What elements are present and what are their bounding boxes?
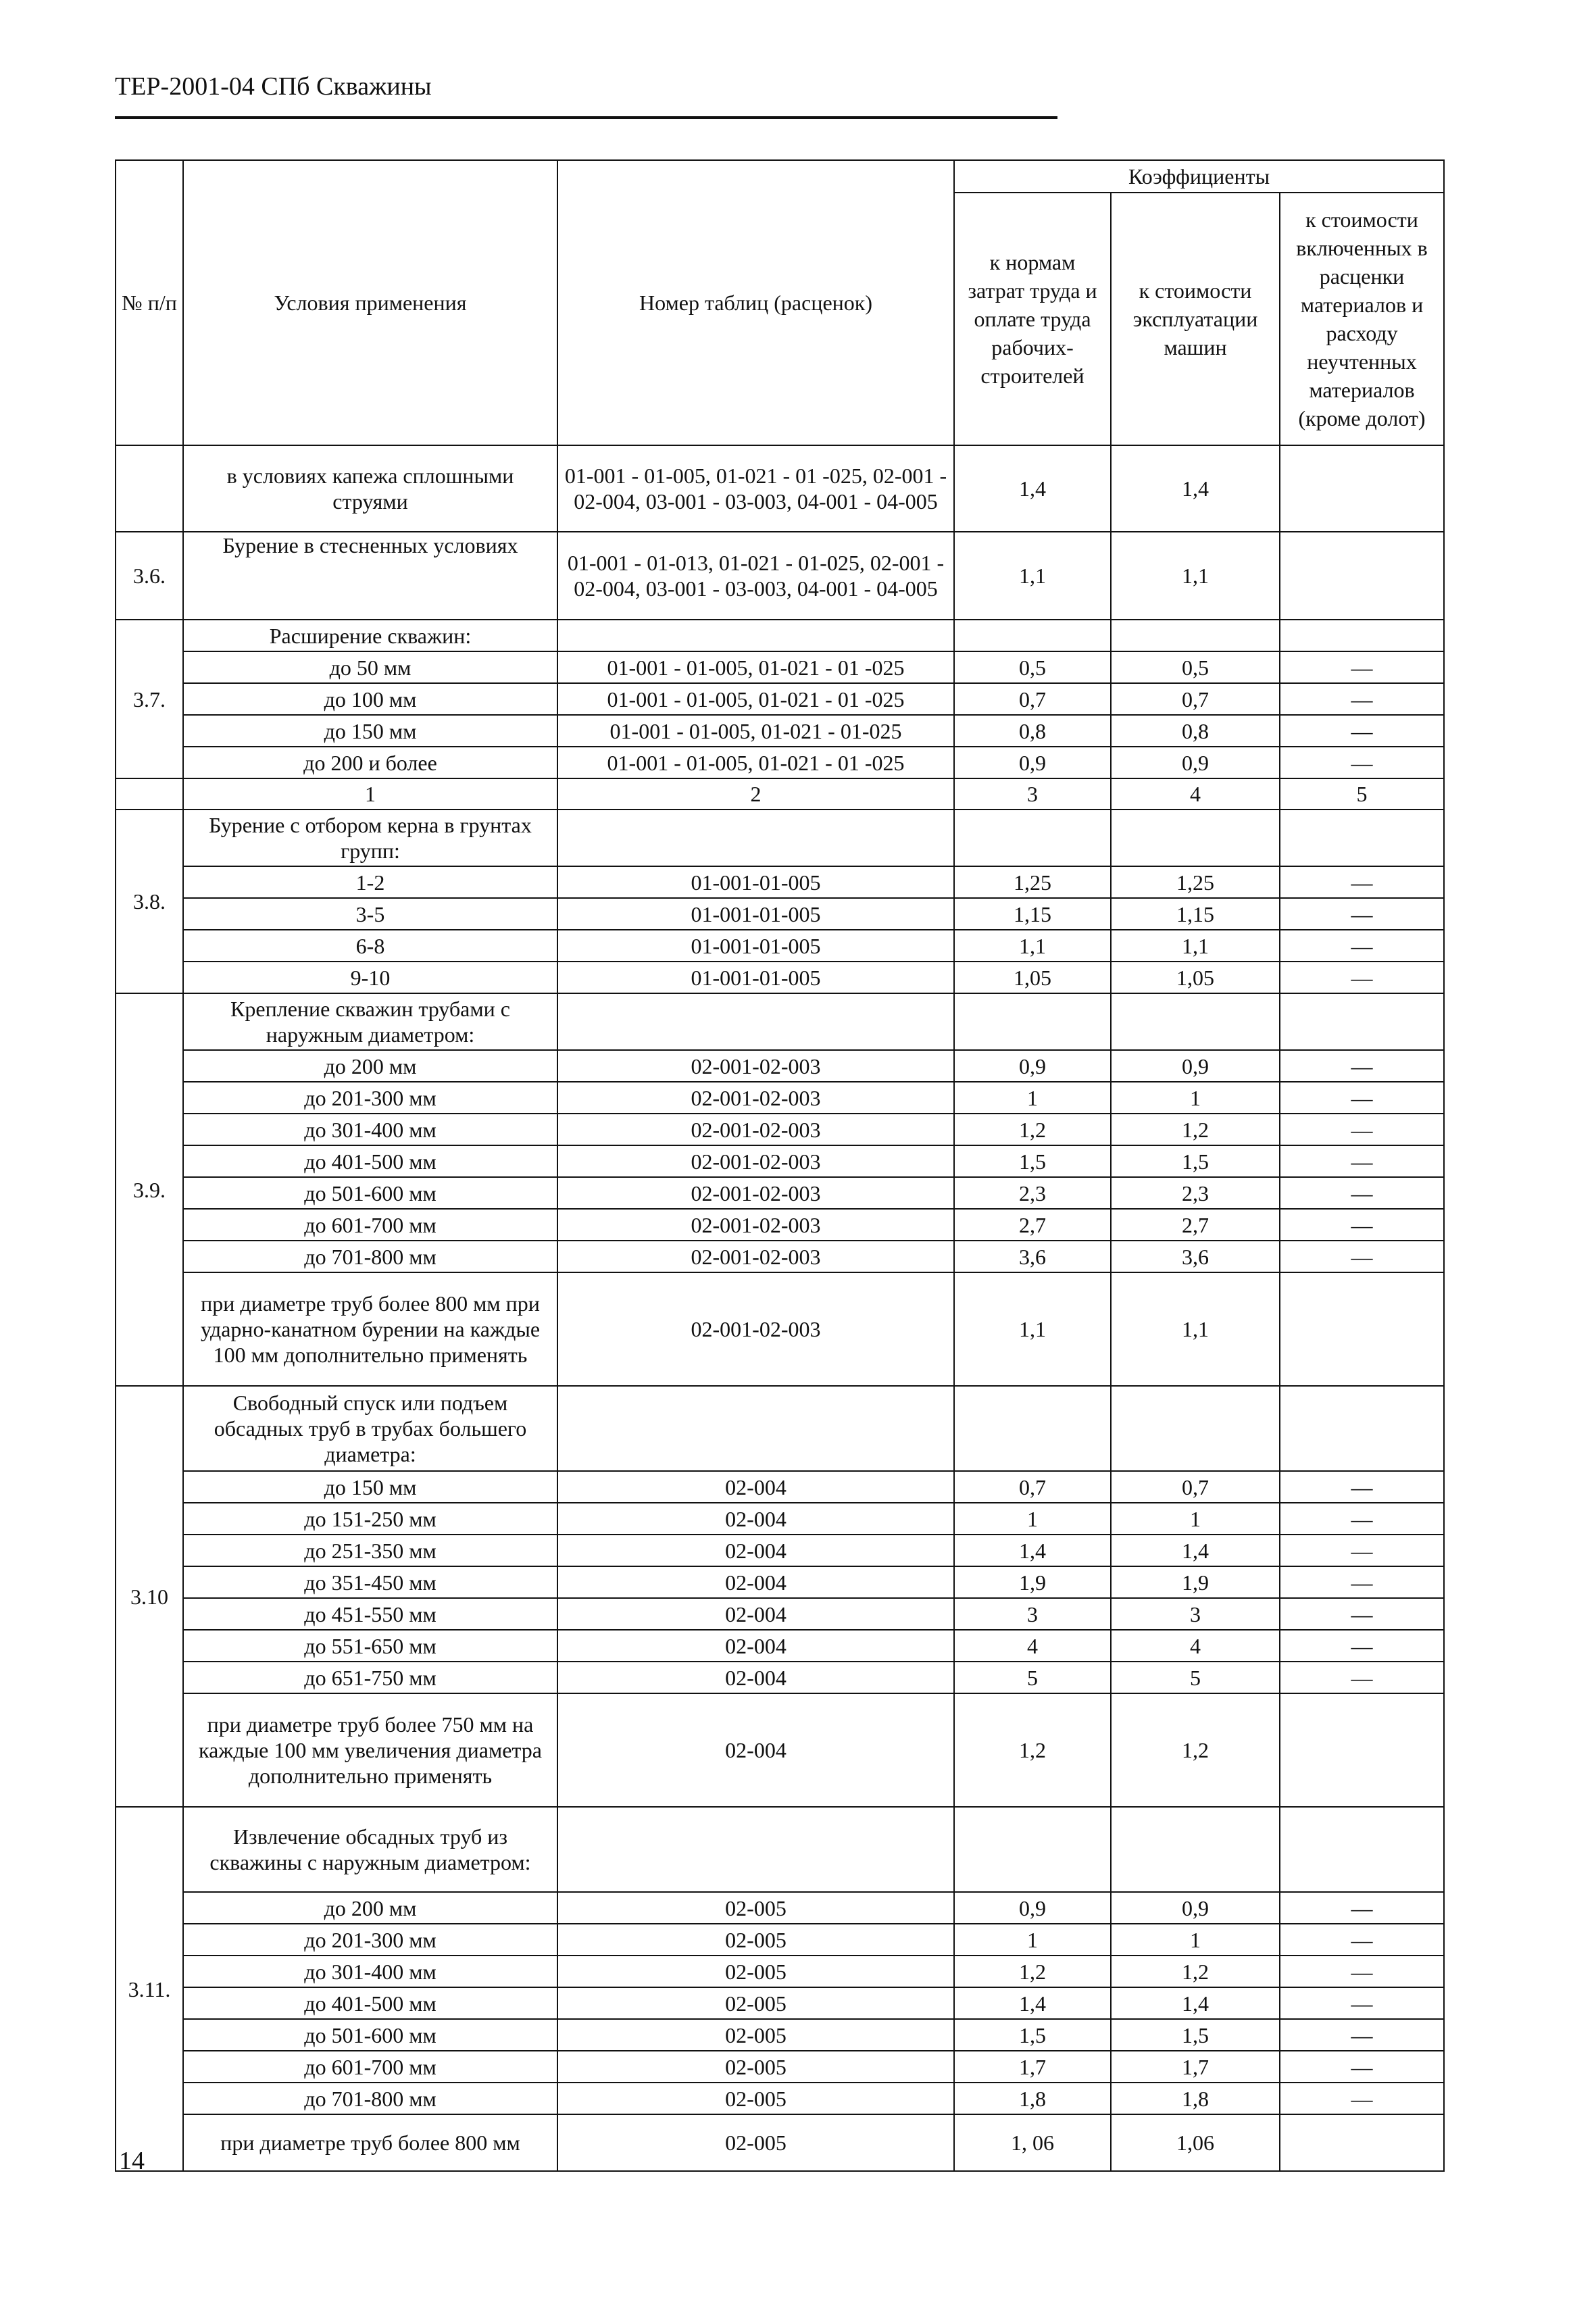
table-row-continuation [116,445,1444,532]
empty-cell [1111,620,1280,651]
row-labor: 1,8 [954,2083,1111,2114]
row-labor: 4 [954,1630,1111,1662]
row-condition: до 401-500 мм [183,1145,557,1177]
row-condition: до 100 мм [183,683,557,715]
empty-cell [557,1807,954,1892]
section-title: Извлечение обсадных труб из скважины с наружным диаметром: [183,1807,557,1892]
row-materials: — [1280,1050,1444,1082]
row-materials: — [1280,2051,1444,2083]
row-machines: 0,9 [1111,1892,1280,1924]
row-materials: — [1280,1924,1444,1956]
empty-cell [1280,993,1444,1050]
row-labor: 0,9 [954,1050,1111,1082]
table-row [116,1693,1444,1807]
column-header-num: № п/п [116,160,183,445]
row-materials: — [1280,1145,1444,1177]
row-condition: до 200 мм [183,1050,557,1082]
empty-cell [557,1386,954,1471]
row-labor: 1,4 [954,445,1111,532]
row-tables: 02-004 [557,1503,954,1535]
table-row [116,747,1444,778]
section-number: 3.8. [116,810,183,993]
row-materials: — [1280,747,1444,778]
table-row [116,1241,1444,1272]
row-tables: 01-001 - 01-005, 01-021 - 01 -025 [557,651,954,683]
column-header-tables: Номер таблиц (расценок) [557,160,954,445]
row-labor: 1 [954,1082,1111,1114]
row-condition: до 451-550 мм [183,1598,557,1630]
row-labor: 1,5 [954,2019,1111,2051]
row-materials [1280,532,1444,620]
column-header-materials: к стоимости включенных в расценки материалов и расходу неучтенных материалов (кроме долот) [1280,193,1444,445]
row-materials: — [1280,651,1444,683]
row-condition: при диаметре труб более 800 мм [183,2114,557,2171]
header-rule [115,116,1057,119]
row-labor: 1,2 [954,1956,1111,1987]
column-number-row [116,778,1444,810]
row-machines: 0,8 [1111,715,1280,747]
row-materials: — [1280,1471,1444,1503]
row-labor: 0,9 [954,1892,1111,1924]
row-labor: 1,4 [954,1987,1111,2019]
table-row [116,1892,1444,1924]
table-row [116,683,1444,715]
row-condition: до 50 мм [183,651,557,683]
row-condition: до 601-700 мм [183,2051,557,2083]
section-title: Расширение скважин: [183,620,557,651]
row-labor: 1,5 [954,1145,1111,1177]
row-condition: при диаметре труб более 750 мм на каждые 100 мм увеличения диаметра дополнительно применять [183,1693,557,1807]
table-row [116,1145,1444,1177]
row-machines: 0,7 [1111,683,1280,715]
row-condition: до 701-800 мм [183,1241,557,1272]
row-condition: 6-8 [183,930,557,962]
section-title: Свободный спуск или подъем обсадных труб в трубах большего диаметра: [183,1386,557,1471]
table-row [116,1987,1444,2019]
row-condition: при диаметре труб более 800 мм при ударно-канатном бурении на каждые 100 мм дополнительно применять [183,1272,557,1386]
row-tables: 01-001 - 01-005, 01-021 - 01 -025 [557,683,954,715]
row-machines: 5 [1111,1662,1280,1693]
section-number: 3.6. [116,532,183,620]
row-tables: 01-001-01-005 [557,898,954,930]
row-labor: 1,15 [954,898,1111,930]
row-tables: 02-005 [557,2019,954,2051]
row-labor: 0,8 [954,715,1111,747]
empty-cell [954,1807,1111,1892]
row-machines: 1,4 [1111,445,1280,532]
table-row [116,1177,1444,1209]
section-number: 3.11. [116,1807,183,2171]
row-materials [1280,1693,1444,1807]
row-condition: до 150 мм [183,1471,557,1503]
empty-cell [1111,993,1280,1050]
row-machines: 1,5 [1111,2019,1280,2051]
table-row [116,1956,1444,1987]
row-condition: до 200 и более [183,747,557,778]
table-row [116,1630,1444,1662]
row-labor: 1 [954,1503,1111,1535]
row-materials: — [1280,2019,1444,2051]
row-condition: до 200 мм [183,1892,557,1924]
row-materials: — [1280,1892,1444,1924]
row-condition: до 301-400 мм [183,1114,557,1145]
table-row [116,1598,1444,1630]
row-labor: 1, 06 [954,2114,1111,2171]
row-machines: 1,4 [1111,1535,1280,1566]
empty-cell [1280,1386,1444,1471]
row-tables: 02-004 [557,1630,954,1662]
row-labor: 1,1 [954,930,1111,962]
row-tables: 02-004 [557,1471,954,1503]
row-materials: — [1280,1241,1444,1272]
row-materials: — [1280,683,1444,715]
row-machines: 0,9 [1111,1050,1280,1082]
row-condition: до 301-400 мм [183,1956,557,1987]
table-row [116,1082,1444,1114]
row-machines: 1,8 [1111,2083,1280,2114]
row-condition: до 651-750 мм [183,1662,557,1693]
header-row-top [116,160,1444,193]
table-row [116,2051,1444,2083]
row-materials [1280,2114,1444,2171]
table-body [116,445,1444,2171]
row-materials: — [1280,1987,1444,2019]
row-materials: — [1280,1209,1444,1241]
table-row [116,866,1444,898]
row-machines: 1 [1111,1503,1280,1535]
row-machines: 3,6 [1111,1241,1280,1272]
row-tables: 02-004 [557,1693,954,1807]
row-materials: — [1280,715,1444,747]
row-machines: 1,2 [1111,1693,1280,1807]
table-row [116,1503,1444,1535]
row-materials: — [1280,1662,1444,1693]
row-labor: 2,7 [954,1209,1111,1241]
row-tables: 02-004 [557,1535,954,1566]
row-tables: 02-005 [557,1987,954,2019]
table-row [116,532,1444,620]
row-machines: 1,7 [1111,2051,1280,2083]
table-row [116,930,1444,962]
row-labor: 0,9 [954,747,1111,778]
table-row [116,2083,1444,2114]
column-header-conditions: Условия применения [183,160,557,445]
table-row [116,1924,1444,1956]
row-condition: до 150 мм [183,715,557,747]
section-header-row [116,620,1444,651]
row-materials: — [1280,1535,1444,1566]
row-tables: 02-005 [557,2114,954,2171]
row-machines: 2,3 [1111,1177,1280,1209]
table-row [116,1471,1444,1503]
row-tables: 01-001 - 01-005, 01-021 - 01 -025, 02-001 - 02-004, 03-001 - 03-003, 04-001 - 04-005 [557,445,954,532]
section-number: 3.7. [116,620,183,778]
row-tables: 01-001 - 01-005, 01-021 - 01 -025 [557,747,954,778]
column-number: 1 [183,778,557,810]
row-machines: 4 [1111,1630,1280,1662]
row-machines: 1,2 [1111,1114,1280,1145]
row-condition: до 151-250 мм [183,1503,557,1535]
empty-cell [954,620,1111,651]
table-row [116,1209,1444,1241]
row-condition: до 701-800 мм [183,2083,557,2114]
row-labor: 1 [954,1924,1111,1956]
row-condition: 3-5 [183,898,557,930]
row-condition: до 351-450 мм [183,1566,557,1598]
row-tables: 01-001 - 01-005, 01-021 - 01-025 [557,715,954,747]
row-materials: — [1280,1503,1444,1535]
empty-cell [954,993,1111,1050]
row-tables: 02-001-02-003 [557,1177,954,1209]
row-machines: 1,5 [1111,1145,1280,1177]
row-condition: до 201-300 мм [183,1924,557,1956]
row-materials: — [1280,930,1444,962]
empty-cell [1280,620,1444,651]
row-labor: 1,4 [954,1535,1111,1566]
row-condition: до 501-600 мм [183,2019,557,2051]
row-labor: 1,1 [954,1272,1111,1386]
row-labor: 1,2 [954,1693,1111,1807]
table-row [116,898,1444,930]
table-row [116,962,1444,993]
row-materials: — [1280,1114,1444,1145]
row-condition: в условиях капежа сплошными струями [183,445,557,532]
empty-cell [1280,1807,1444,1892]
empty-cell [1111,810,1280,866]
row-condition: до 401-500 мм [183,1987,557,2019]
row-machines: 1 [1111,1924,1280,1956]
row-condition: до 601-700 мм [183,1209,557,1241]
row-materials: — [1280,898,1444,930]
row-tables: 02-005 [557,1956,954,1987]
row-materials: — [1280,866,1444,898]
row-tables: 02-005 [557,1892,954,1924]
row-materials [1280,445,1444,532]
table-row [116,2114,1444,2171]
column-number: 5 [1280,778,1444,810]
row-labor: 1,9 [954,1566,1111,1598]
row-materials: — [1280,1082,1444,1114]
row-labor: 0,5 [954,651,1111,683]
page-number: 14 [119,2147,145,2175]
empty-cell [116,778,183,810]
section-header-row [116,810,1444,866]
table-row [116,1535,1444,1566]
empty-cell [1280,810,1444,866]
row-machines: 1,1 [1111,1272,1280,1386]
empty-cell [954,1386,1111,1471]
row-tables: 02-005 [557,1924,954,1956]
row-tables: 02-005 [557,2051,954,2083]
row-condition: до 501-600 мм [183,1177,557,1209]
table-row [116,2019,1444,2051]
row-tables: 02-001-02-003 [557,1114,954,1145]
row-labor: 3 [954,1598,1111,1630]
table-row [116,1566,1444,1598]
row-materials: — [1280,2083,1444,2114]
row-labor: 5 [954,1662,1111,1693]
row-tables: 02-001-02-003 [557,1050,954,1082]
row-labor: 0,7 [954,683,1111,715]
row-machines: 1 [1111,1082,1280,1114]
row-machines: 3 [1111,1598,1280,1630]
row-machines: 2,7 [1111,1209,1280,1241]
row-labor: 1,2 [954,1114,1111,1145]
section-title: Крепление скважин трубами с наружным диаметром: [183,993,557,1050]
table-row [116,1662,1444,1693]
row-machines: 1,06 [1111,2114,1280,2171]
row-tables: 02-001-02-003 [557,1241,954,1272]
row-tables: 01-001-01-005 [557,930,954,962]
empty-cell [1111,1807,1280,1892]
row-condition: 9-10 [183,962,557,993]
row-tables: 02-004 [557,1598,954,1630]
row-machines: 0,7 [1111,1471,1280,1503]
column-header-coefficients: Коэффициенты [954,160,1444,193]
row-labor: 1,1 [954,532,1111,620]
row-tables: 02-004 [557,1662,954,1693]
table-row [116,715,1444,747]
row-labor: 1,05 [954,962,1111,993]
row-condition: до 201-300 мм [183,1082,557,1114]
row-tables: 02-001-02-003 [557,1209,954,1241]
section-number: 3.10 [116,1386,183,1807]
row-machines: 0,5 [1111,651,1280,683]
row-tables: 02-001-02-003 [557,1272,954,1386]
row-materials: — [1280,1566,1444,1598]
row-materials: — [1280,1956,1444,1987]
row-condition: 1-2 [183,866,557,898]
table-row [116,651,1444,683]
empty-cell [1111,1386,1280,1471]
table-row [116,1050,1444,1082]
section-header-row [116,1807,1444,1892]
row-materials [1280,1272,1444,1386]
document-header: ТЕР-2001-04 СПб Скважины [115,72,432,101]
column-header-labor: к нормам затрат труда и оплате труда рабочих-строителей [954,193,1111,445]
row-materials: — [1280,962,1444,993]
row-machines: 1,9 [1111,1566,1280,1598]
row-materials: — [1280,1598,1444,1630]
row-machines: 1,1 [1111,532,1280,620]
column-number: 3 [954,778,1111,810]
row-labor: 1,25 [954,866,1111,898]
row-tables: 02-005 [557,2083,954,2114]
empty-cell [557,810,954,866]
row-machines: 1,25 [1111,866,1280,898]
row-tables: 02-001-02-003 [557,1082,954,1114]
table-row [116,1272,1444,1386]
row-machines: 0,9 [1111,747,1280,778]
row-condition: до 551-650 мм [183,1630,557,1662]
row-labor: 1,7 [954,2051,1111,2083]
row-tables: 01-001-01-005 [557,962,954,993]
row-labor: 3,6 [954,1241,1111,1272]
column-number: 2 [557,778,954,810]
row-materials: — [1280,1630,1444,1662]
row-num [116,445,183,532]
row-tables: 01-001 - 01-013, 01-021 - 01-025, 02-001 - 02-004, 03-001 - 03-003, 04-001 - 04-005 [557,532,954,620]
row-condition: до 251-350 мм [183,1535,557,1566]
row-tables: 01-001-01-005 [557,866,954,898]
section-header-row [116,1386,1444,1471]
section-number: 3.9. [116,993,183,1386]
table-row [116,1114,1444,1145]
row-machines: 1,1 [1111,930,1280,962]
section-title: Бурение в стесненных условиях [183,532,557,620]
coefficients-table [115,159,1445,2172]
empty-cell [557,993,954,1050]
row-tables: 02-001-02-003 [557,1145,954,1177]
row-machines: 1,4 [1111,1987,1280,2019]
row-machines: 1,2 [1111,1956,1280,1987]
row-materials: — [1280,1177,1444,1209]
section-header-row [116,993,1444,1050]
empty-cell [954,810,1111,866]
row-labor: 2,3 [954,1177,1111,1209]
empty-cell [557,620,954,651]
section-title: Бурение с отбором керна в грунтах групп: [183,810,557,866]
row-machines: 1,15 [1111,898,1280,930]
column-number: 4 [1111,778,1280,810]
row-machines: 1,05 [1111,962,1280,993]
column-header-machines: к стоимости эксплуатации машин [1111,193,1280,445]
row-tables: 02-004 [557,1566,954,1598]
row-labor: 0,7 [954,1471,1111,1503]
